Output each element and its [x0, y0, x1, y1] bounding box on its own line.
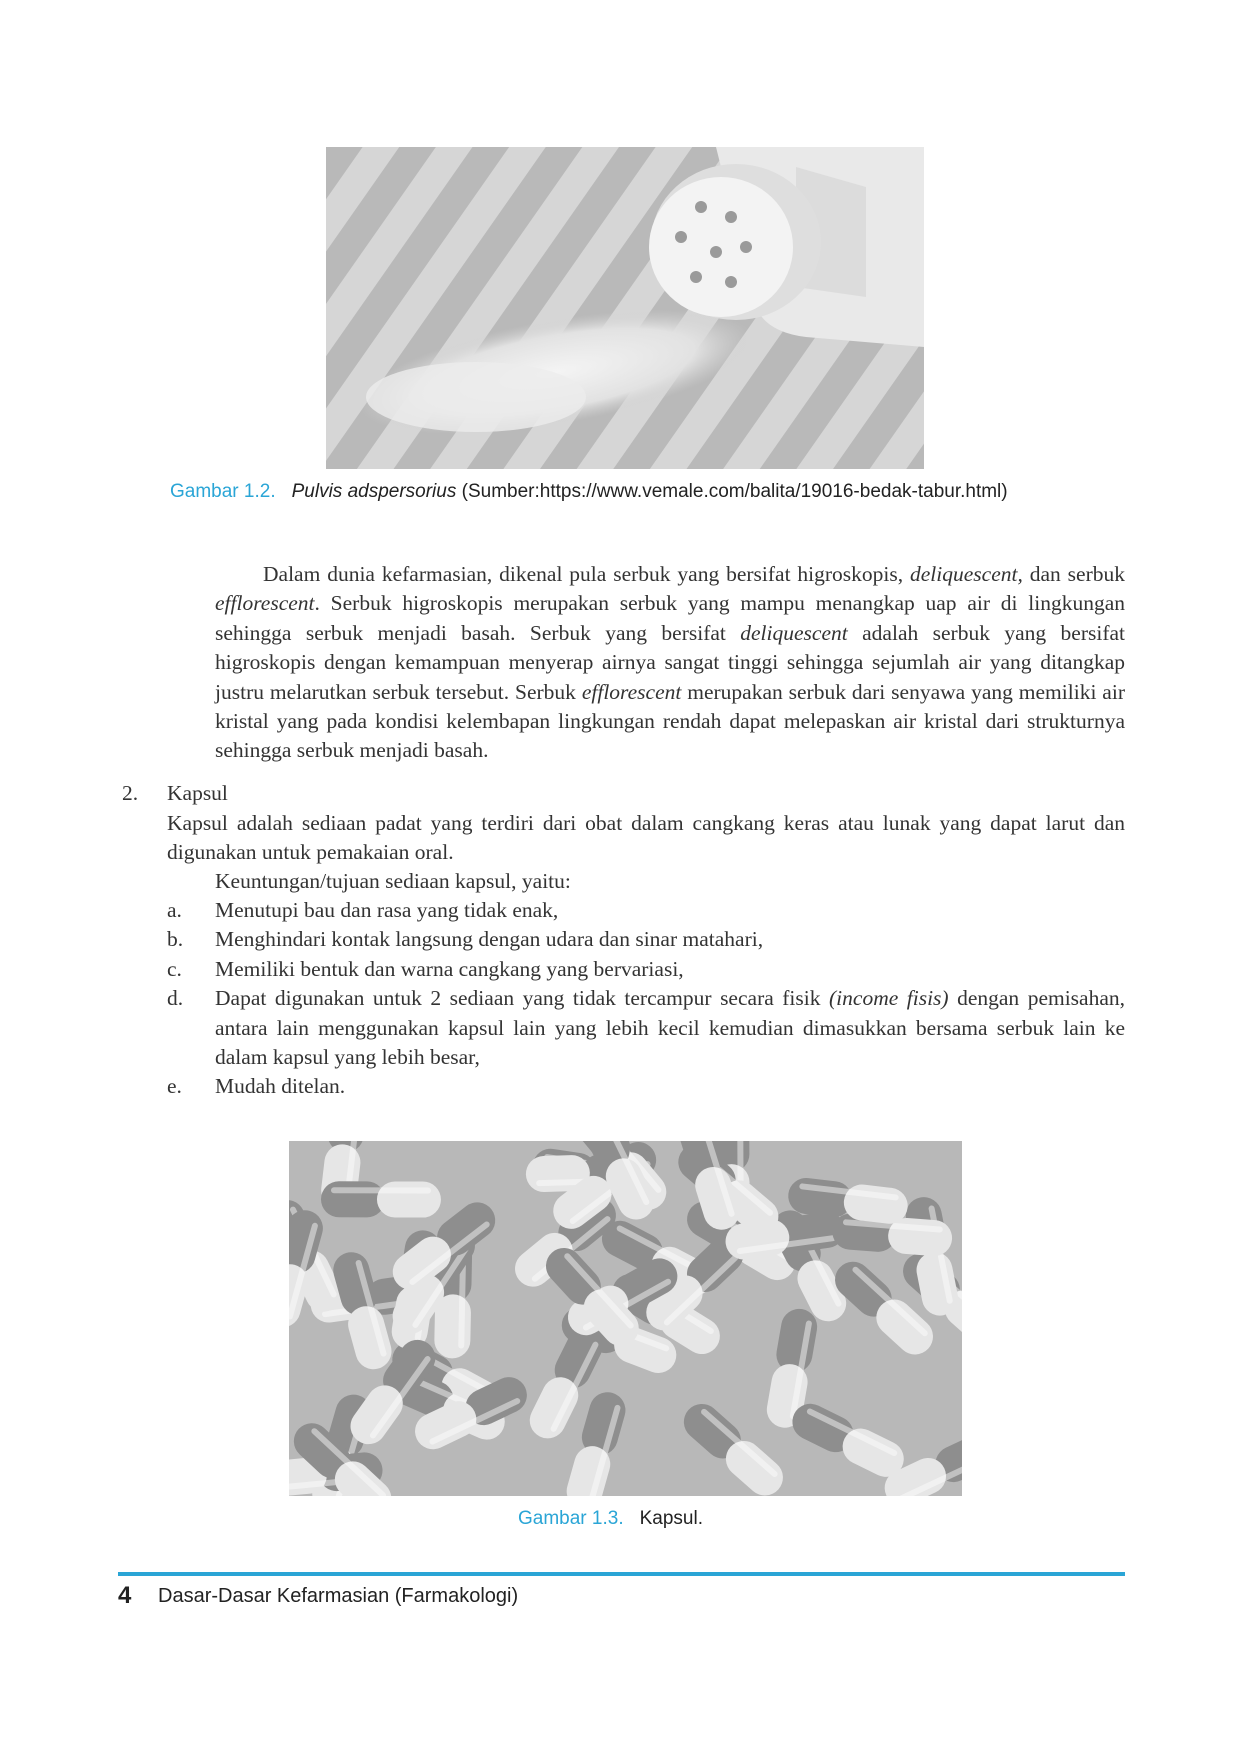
section-title: Kapsul — [167, 781, 228, 805]
figure-source: (Sumber:https://www.vemale.com/balita/19016-bedak-tabur.html) — [456, 481, 1008, 502]
list-item: b. Menghindari kontak langsung dengan udara dan sinar matahari, — [167, 927, 764, 952]
section-number: 2. — [122, 781, 139, 805]
figure-title: Kapsul. — [639, 1508, 703, 1529]
figure-label: Gambar 1.2. — [170, 481, 276, 502]
list-item: e. Mudah ditelan. — [167, 1074, 346, 1099]
body-paragraph: Dalam dunia kefarmasian, dikenal pula serbuk yang bersifat higroskopis, deliquescent, dan serbuk efflorescent. Serbuk higroskopis merupakan serbuk yang mampu menangkap uap air di lingkungan sehingga serbuk menjadi basah. Serbuk yang bersifat deliquescent adalah serbuk yang bersifat higroskopis dengan kemampuan menyerap airnya sangat tinggi sehingga sejumlah air yang ditangkap justru melarutkan serbuk tersebut. Serbuk efflorescent merupakan serbuk dari senyawa yang memiliki air kristal yang pada kondisi kelembapan lingkungan rendah dapat melepaskan air kristal dari strukturnya sehingga serbuk menjadi basah. — [215, 562, 1125, 763]
list-item: c. Memiliki bentuk dan warna cangkang yang bervariasi, — [167, 956, 684, 981]
footer-rule — [118, 1572, 1125, 1576]
powder-bottle-photo — [326, 147, 924, 469]
figure-1-2-caption — [170, 481, 1008, 503]
page-number: 4 — [118, 1582, 132, 1609]
figure-label: Gambar 1.3. — [518, 1508, 624, 1529]
capsules-photo — [289, 1141, 962, 1496]
figure-1-3-caption — [518, 1508, 703, 1530]
list-item: a. Menutupi bau dan rasa yang tidak enak, — [167, 898, 559, 922]
book-title: Dasar-Dasar Kefarmasian (Farmakologi) — [158, 1585, 519, 1607]
section-definition: Kapsul adalah sediaan padat yang terdiri dari obat dalam cangkang keras atau lunak yang dapat larut dan digunakan untuk pemakaian oral. — [167, 811, 1125, 865]
advantages-intro: Keuntungan/tujuan sediaan kapsul, yaitu: — [215, 869, 571, 893]
list-item: d. Dapat digunakan untuk 2 sediaan yang tidak tercampur secara fisik (income fisis) dengan pemisahan, antara lain menggunakan kapsul lain yang lebih kecil kemudian dimasukkan bersama serbuk lain ke dalam kapsul yang lebih besar, — [167, 986, 1126, 1070]
advantages-list — [167, 896, 1125, 1102]
figure-title: Pulvis adspersorius — [291, 481, 457, 502]
